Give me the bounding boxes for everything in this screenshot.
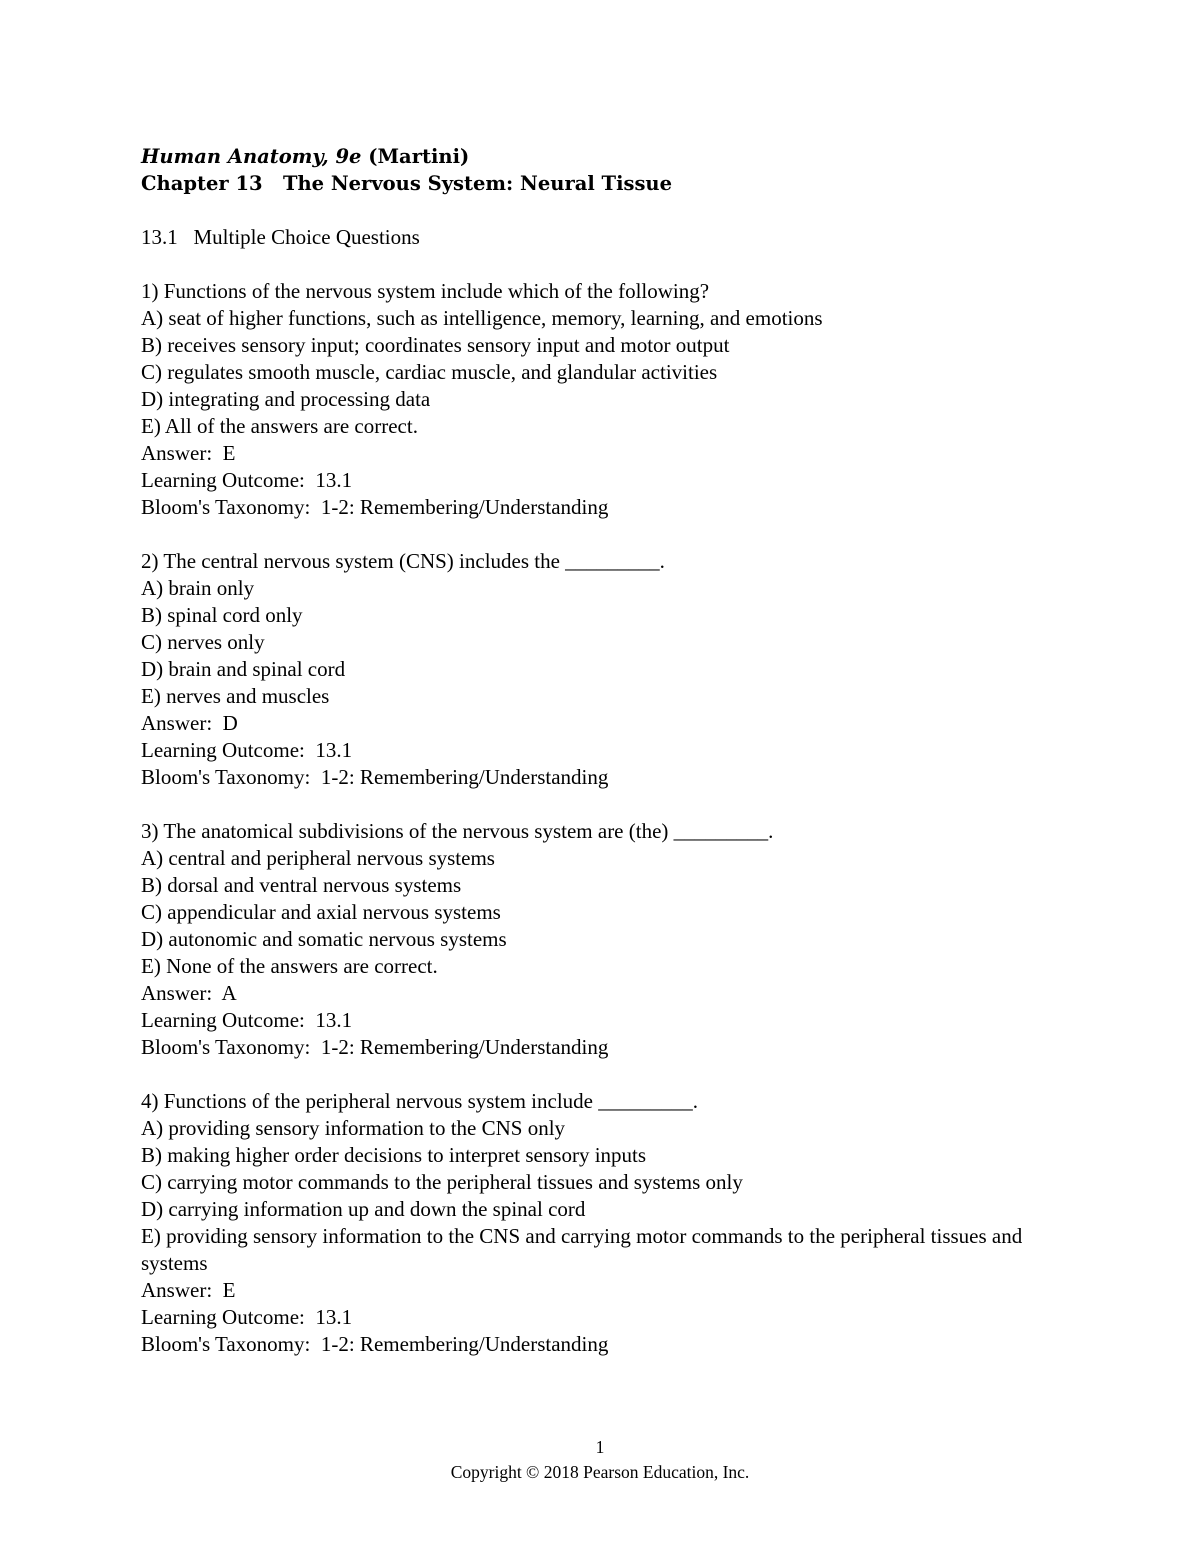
answer-option: B) receives sensory input; coordinates sensory input and motor output bbox=[141, 333, 730, 357]
question-1 bbox=[141, 278, 1061, 521]
question-3 bbox=[141, 818, 1061, 1061]
section-heading: 13.1 Multiple Choice Questions bbox=[141, 225, 420, 249]
answer-option: E) nerves and muscles bbox=[141, 684, 330, 708]
learning-outcome: Learning Outcome: 13.1 bbox=[141, 738, 353, 762]
answer-option: A) seat of higher functions, such as intelligence, memory, learning, and emotions bbox=[141, 306, 823, 330]
learning-outcome: Learning Outcome: 13.1 bbox=[141, 1305, 353, 1329]
question-stem: 2) The central nervous system (CNS) includes the _________. bbox=[141, 549, 665, 573]
blooms-taxonomy: Bloom's Taxonomy: 1-2: Remembering/Understanding bbox=[141, 1332, 609, 1356]
answer-option: C) regulates smooth muscle, cardiac muscle, and glandular activities bbox=[141, 360, 718, 384]
answer-option: B) spinal cord only bbox=[141, 603, 303, 627]
blooms-taxonomy: Bloom's Taxonomy: 1-2: Remembering/Understanding bbox=[141, 1035, 609, 1059]
answer-option: E) All of the answers are correct. bbox=[141, 414, 418, 438]
question-4 bbox=[141, 1088, 1061, 1358]
book-title: Human Anatomy, 9e bbox=[141, 145, 362, 168]
answer-option: B) dorsal and ventral nervous systems bbox=[141, 873, 462, 897]
answer-option: A) providing sensory information to the CNS only bbox=[141, 1116, 566, 1140]
document-page bbox=[141, 143, 1061, 1358]
answer-option: E) providing sensory information to the CNS and carrying motor commands to the peripheral tissues and systems bbox=[141, 1224, 1023, 1275]
answer-option: C) carrying motor commands to the peripheral tissues and systems only bbox=[141, 1170, 743, 1194]
answer-option: D) brain and spinal cord bbox=[141, 657, 346, 681]
answer-option: C) appendicular and axial nervous systems bbox=[141, 900, 501, 924]
book-author: (Martini) bbox=[368, 145, 470, 168]
copyright-notice: Copyright © 2018 Pearson Education, Inc. bbox=[450, 1462, 750, 1482]
chapter-title: Chapter 13 The Nervous System: Neural Tissue bbox=[141, 172, 673, 195]
answer-option: A) central and peripheral nervous systems bbox=[141, 846, 495, 870]
correct-answer: Answer: E bbox=[141, 441, 236, 465]
question-2 bbox=[141, 548, 1061, 791]
question-stem: 1) Functions of the nervous system include which of the following? bbox=[141, 279, 710, 303]
answer-option: D) autonomic and somatic nervous systems bbox=[141, 927, 507, 951]
book-title-line bbox=[141, 143, 1061, 170]
blooms-taxonomy: Bloom's Taxonomy: 1-2: Remembering/Understanding bbox=[141, 765, 609, 789]
correct-answer: Answer: E bbox=[141, 1278, 236, 1302]
correct-answer: Answer: A bbox=[141, 981, 237, 1005]
blooms-taxonomy: Bloom's Taxonomy: 1-2: Remembering/Understanding bbox=[141, 495, 609, 519]
answer-option: D) carrying information up and down the spinal cord bbox=[141, 1197, 586, 1221]
question-stem: 4) Functions of the peripheral nervous system include _________. bbox=[141, 1089, 698, 1113]
answer-option: A) brain only bbox=[141, 576, 255, 600]
answer-option: D) integrating and processing data bbox=[141, 387, 431, 411]
learning-outcome: Learning Outcome: 13.1 bbox=[141, 468, 353, 492]
page-number: 1 bbox=[595, 1437, 605, 1457]
learning-outcome: Learning Outcome: 13.1 bbox=[141, 1008, 353, 1032]
question-stem: 3) The anatomical subdivisions of the nervous system are (the) _________. bbox=[141, 819, 774, 843]
answer-option: E) None of the answers are correct. bbox=[141, 954, 438, 978]
correct-answer: Answer: D bbox=[141, 711, 238, 735]
answer-option: B) making higher order decisions to interpret sensory inputs bbox=[141, 1143, 647, 1167]
answer-option: C) nerves only bbox=[141, 630, 265, 654]
